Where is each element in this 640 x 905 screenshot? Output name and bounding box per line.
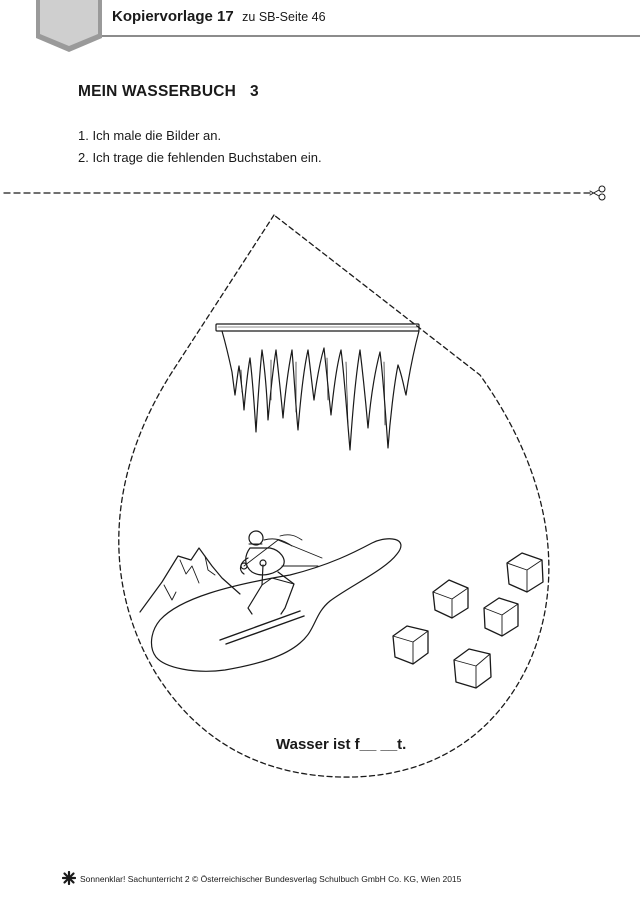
header-title-sub: zu SB-Seite 46 bbox=[242, 10, 326, 24]
fill-in-sentence: Wasser ist f__ __t. bbox=[276, 736, 407, 753]
icicles-illustration bbox=[216, 324, 419, 450]
sonnenklar-logo-icon bbox=[62, 871, 76, 885]
page-title-number: 3 bbox=[250, 83, 259, 100]
ice-cubes-illustration bbox=[393, 553, 543, 688]
footer-copyright: Sonnenklar! Sachunterricht 2 © Österreichischer Bundesverlag Schulbuch GmbH Co. KG, Wien 2015 bbox=[80, 874, 462, 884]
instruction-item: 1. Ich male die Bilder an. bbox=[78, 128, 222, 143]
skier-on-ice-illustration bbox=[140, 531, 401, 671]
page-title-text: MEIN WASSERBUCH bbox=[78, 83, 237, 100]
header-title-main: Kopiervorlage 17 bbox=[112, 8, 234, 25]
instruction-item: 2. Ich trage die fehlenden Buchstaben ein. bbox=[78, 150, 322, 165]
water-drop-outline bbox=[119, 215, 549, 777]
scissors-icon bbox=[590, 186, 605, 200]
